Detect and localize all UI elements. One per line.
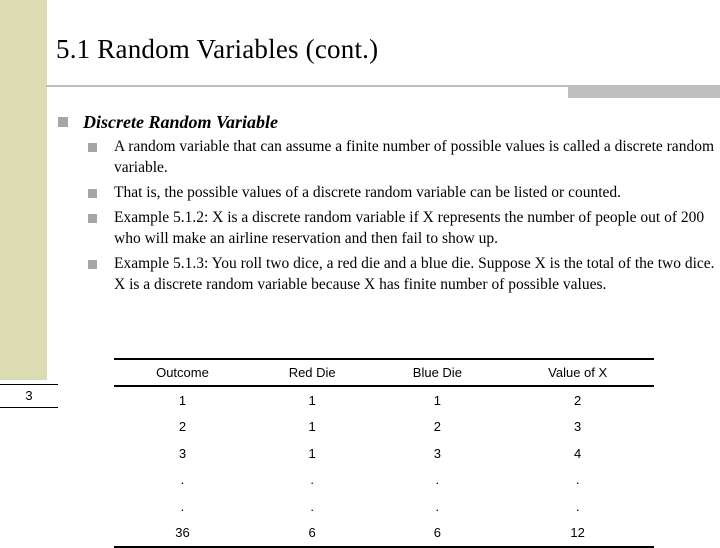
table-cell: 2 (433, 419, 441, 435)
table-cell: 2 (178, 419, 187, 435)
bullet-square-icon (88, 189, 97, 198)
table-cell: 4 (574, 445, 582, 461)
table-row (114, 440, 654, 467)
table-cell: 6 (308, 525, 316, 541)
table-row (114, 386, 654, 414)
slide-title: 5.1 Random Variables (cont.) (56, 34, 379, 64)
column-header: Blue Die (412, 365, 462, 380)
table-cell: . (435, 498, 440, 514)
sidebar-accent (0, 0, 47, 380)
table-cell: 1 (308, 445, 316, 461)
table-cell: . (435, 472, 440, 488)
bullet-item (88, 207, 718, 249)
bullet-square-icon (58, 117, 68, 127)
table-cell: . (575, 472, 580, 488)
page-number: 3 (0, 384, 58, 408)
column-header: Outcome (156, 365, 209, 380)
table-cell: 2 (574, 392, 582, 408)
table-header-row (114, 359, 654, 386)
table-cell: 36 (175, 525, 190, 541)
table-row (114, 520, 654, 548)
bullet-square-icon (88, 143, 97, 152)
table-cell: 1 (308, 392, 316, 408)
table-cell: 3 (574, 419, 582, 435)
table-cell: . (180, 498, 185, 514)
title-rule-accent (568, 85, 720, 98)
bullet-square-icon (88, 260, 97, 269)
bullet-text: A random variable that can assume a finite number of possible values is called a discrete random variable. (114, 138, 714, 176)
table-cell: 1 (178, 392, 187, 408)
section-heading-text: Discrete Random Variable (83, 112, 279, 132)
bullet-square-icon (88, 214, 97, 223)
bullet-item (88, 182, 718, 203)
bullet-text: Example 5.1.2: X is a discrete random variable if X represents the number of people out of 200 who will make an airline reservation and then fail to show up. (114, 209, 705, 247)
table-cell: 6 (433, 525, 441, 541)
column-header: Value of X (548, 365, 608, 380)
table-cell: 1 (433, 392, 441, 408)
table-cell: . (180, 472, 185, 488)
bullet-text: Example 5.1.3: You roll two dice, a red die and a blue die. Suppose X is the total of the two dice. X is a discrete random variable because X has finite number of possible values. (114, 255, 715, 293)
dice-table-container (114, 358, 654, 548)
bullet-text: That is, the possible values of a discrete random variable can be listed or counted. (114, 184, 622, 201)
bullet-list (88, 136, 718, 299)
table-cell: 12 (570, 525, 585, 541)
section-heading (58, 112, 278, 133)
table-cell: 3 (178, 445, 187, 461)
bullet-item (88, 136, 718, 178)
table-row (114, 414, 654, 441)
table-row (114, 467, 654, 494)
table-cell: 3 (433, 445, 441, 461)
dice-outcome-table (114, 358, 654, 548)
table-row (114, 493, 654, 520)
table-cell: 1 (308, 419, 316, 435)
table-cell: . (575, 498, 580, 514)
table-cell: . (310, 498, 314, 514)
column-header: Red Die (288, 365, 336, 380)
table-cell: . (310, 472, 314, 488)
bullet-item (88, 253, 718, 295)
